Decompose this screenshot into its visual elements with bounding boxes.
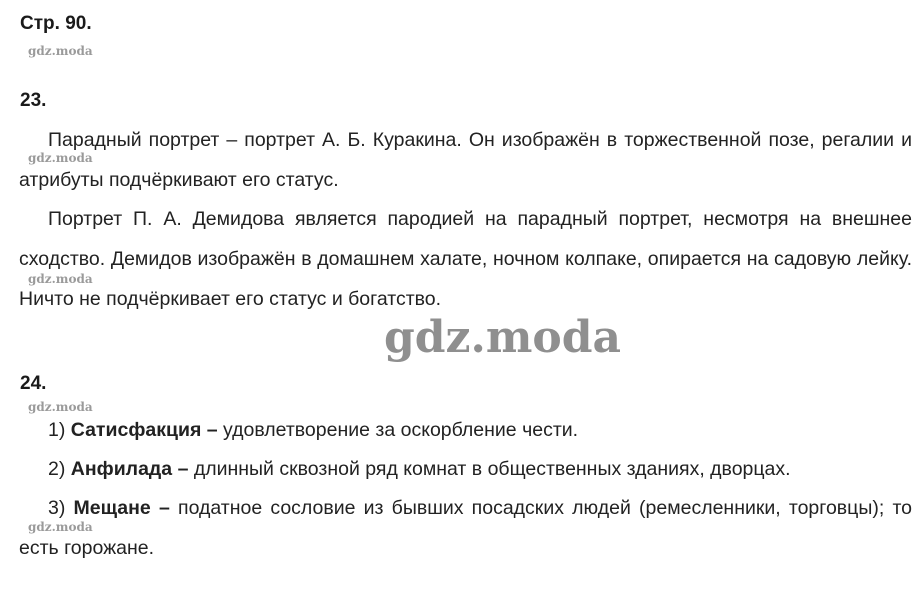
- task-24-item-1: [19, 410, 912, 450]
- task-24-item-3: [19, 488, 912, 568]
- task-23-paragraph-1: Парадный портрет – портрет А. Б. Куракина. Он изображён в торжественной позе, регалии и атрибуты подчёркивают его статус.: [19, 129, 912, 191]
- watermark-small: gdz.moda: [28, 151, 93, 165]
- item-definition: длинный сквозной ряд комнат в общественных зданиях, дворцах.: [193, 458, 791, 480]
- item-number: 1): [48, 419, 66, 441]
- watermark-small: gdz.moda: [28, 520, 93, 534]
- task-23-paragraph-2: Портрет П. А. Демидова является пародией на парадный портрет, несмотря на внешнее сходство. Демидов изображён в домашнем халате, ночном колпаке, опирается на садовую лейку. Ничто не подчёркивает его статус и богатство.: [19, 208, 912, 310]
- item-dash: –: [177, 458, 189, 480]
- watermark-large: gdz.moda: [384, 312, 622, 363]
- watermark-small: gdz.moda: [28, 44, 93, 58]
- task-23-number: 23.: [20, 90, 47, 111]
- item-definition: удовлетворение за оскорбление чести.: [223, 419, 579, 441]
- watermark-small: gdz.moda: [28, 400, 93, 414]
- page-heading: Стр. 90.: [20, 13, 92, 34]
- item-number: 3): [48, 497, 66, 519]
- item-dash: –: [158, 497, 170, 519]
- task-24-number: 24.: [20, 373, 47, 394]
- item-term: Сатисфакция: [70, 419, 202, 441]
- item-dash: –: [206, 419, 218, 441]
- watermark-small: gdz.moda: [28, 272, 93, 286]
- item-number: 2): [48, 458, 66, 480]
- item-term: Мещане: [73, 497, 151, 519]
- task-24-item-2: [19, 449, 912, 489]
- item-definition: податное сословие из бывших посадских людей (ремесленники, торговцы); то есть горожане.: [19, 497, 913, 559]
- item-term: Анфилада: [70, 458, 173, 480]
